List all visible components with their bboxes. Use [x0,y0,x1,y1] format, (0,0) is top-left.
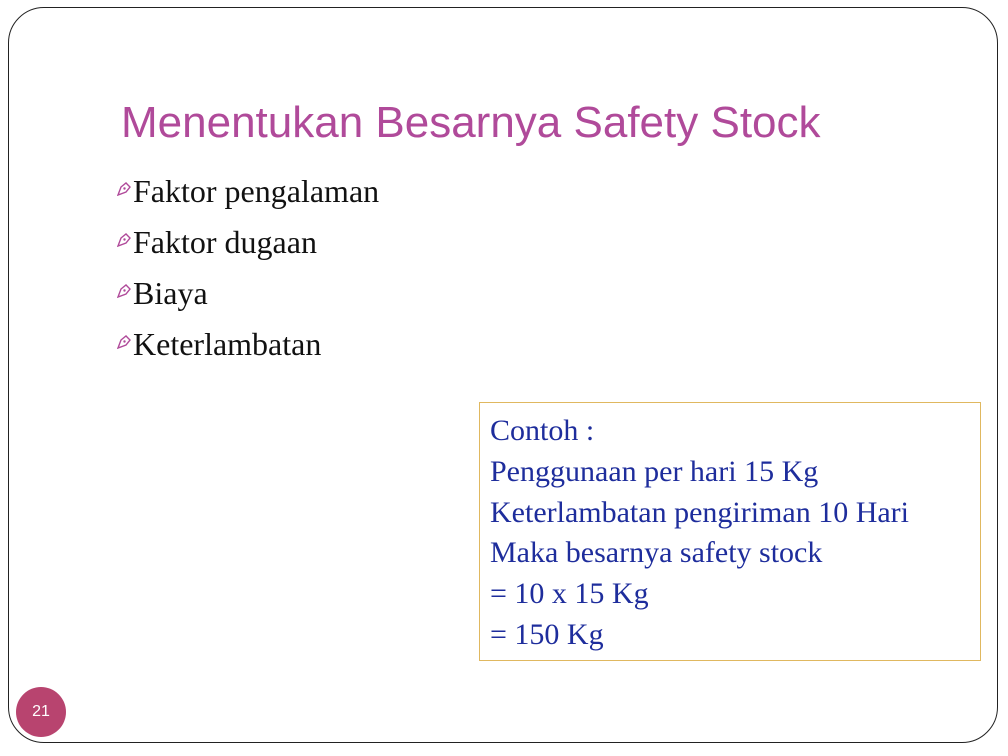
pen-nib-icon [117,218,131,232]
page-number-badge: 21 [16,687,66,737]
bullet-text: Faktor dugaan [133,224,317,260]
pen-nib-icon [117,320,131,334]
example-heading: Contoh : [490,414,595,447]
bullet-item [117,275,379,326]
example-formula: = 10 x 15 Kg [490,577,649,611]
bullet-item [117,224,379,275]
bullet-item [117,326,379,377]
pen-nib-icon [117,167,131,181]
example-line: Maka besarnya safety stock [490,536,823,570]
example-result: = 150 Kg [490,617,604,651]
example-box [479,402,981,661]
pen-nib-icon [117,269,131,283]
slide-title: Menentukan Besarnya Safety Stock [121,98,821,147]
example-line: Keterlambatan pengiriman 10 Hari [490,495,910,529]
example-line: Penggunaan per hari 15 Kg [490,454,819,488]
bullet-text: Faktor pengalaman [133,173,380,209]
slide-frame [8,7,998,743]
bullet-text: Biaya [133,275,208,311]
bullet-text: Keterlambatan [133,326,322,362]
bullet-item [117,173,379,224]
bullet-list [117,173,379,377]
